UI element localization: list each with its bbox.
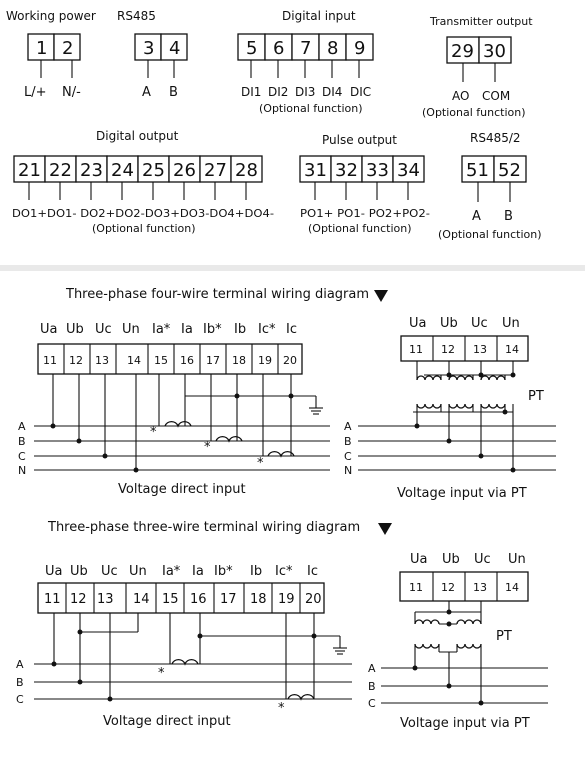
- pt-line-label-a: A: [344, 420, 352, 433]
- transmitter-note: (Optional function): [422, 106, 526, 119]
- pt-line-label-b: B: [344, 435, 352, 448]
- svg-text:Uc: Uc: [474, 552, 491, 567]
- terminal-21: 21: [18, 160, 41, 181]
- terminal-5: 5: [246, 38, 258, 59]
- svg-text:18: 18: [232, 354, 246, 367]
- three-wire-star-c: *: [278, 701, 285, 716]
- svg-text:11: 11: [409, 343, 423, 356]
- label-ao: AO: [452, 89, 470, 103]
- svg-text:19: 19: [278, 592, 295, 607]
- terminal-9: 9: [354, 38, 366, 59]
- svg-text:Ib*: Ib*: [203, 322, 222, 337]
- digital-input-title: Digital input: [282, 9, 356, 23]
- rs485-2-note: (Optional function): [438, 228, 542, 241]
- svg-text:12: 12: [441, 581, 455, 594]
- svg-text:Ua: Ua: [45, 564, 63, 579]
- four-wire-pt-headers: [409, 316, 520, 331]
- four-wire-pt-terminal-strip: [401, 336, 528, 361]
- svg-text:13: 13: [473, 343, 487, 356]
- svg-text:Ia*: Ia*: [162, 564, 181, 579]
- terminal-29: 29: [451, 41, 474, 62]
- rs485-2-title: RS485/2: [470, 131, 521, 145]
- three-wire-line-b: B: [16, 676, 24, 689]
- rs485-title: RS485: [117, 9, 156, 23]
- svg-text:Ub: Ub: [442, 552, 460, 567]
- svg-text:14: 14: [505, 581, 519, 594]
- label-l-plus: L/+: [24, 85, 47, 100]
- three-wire-pt-headers: [410, 552, 526, 567]
- four-wire-direct-terminal-strip: [38, 344, 302, 374]
- svg-text:12: 12: [441, 343, 455, 356]
- terminal-8: 8: [327, 38, 339, 59]
- four-wire-direct-caption: Voltage direct input: [118, 482, 246, 497]
- down-triangle-icon: [378, 523, 392, 535]
- svg-text:Uc: Uc: [101, 564, 118, 579]
- pulse-output-note: (Optional function): [308, 222, 412, 235]
- svg-text:13: 13: [95, 354, 109, 367]
- four-wire-direct-headers: [40, 322, 297, 337]
- label-di2: DI2: [268, 85, 289, 99]
- svg-text:15: 15: [154, 354, 168, 367]
- pt-line-label-n: N: [344, 464, 353, 477]
- svg-text:Un: Un: [508, 552, 526, 567]
- three-wire-direct-terminal-strip: [38, 583, 324, 613]
- svg-text:19: 19: [258, 354, 272, 367]
- terminal-1: 1: [36, 38, 48, 59]
- three-wire-line-a: A: [16, 658, 24, 671]
- terminal-31: 31: [304, 160, 327, 181]
- pulse-output-labels: PO1+ PO1- PO2+PO2-: [300, 207, 431, 220]
- svg-text:Ic: Ic: [307, 564, 318, 579]
- svg-text:16: 16: [180, 354, 194, 367]
- svg-text:Un: Un: [122, 322, 140, 337]
- svg-text:Ib: Ib: [234, 322, 247, 337]
- svg-text:14: 14: [133, 592, 150, 607]
- down-triangle-icon: [374, 290, 388, 302]
- svg-text:13: 13: [473, 581, 487, 594]
- digital-input-terminals: [238, 34, 373, 78]
- rs485-2-label-b: B: [504, 209, 513, 224]
- working-power-terminals: [28, 34, 80, 78]
- svg-text:Un: Un: [502, 316, 520, 331]
- three-wire-direct-headers: [45, 564, 318, 579]
- three-wire-pt-label: PT: [496, 629, 512, 644]
- svg-text:Ub: Ub: [440, 316, 458, 331]
- rs485-label-a: A: [142, 85, 151, 100]
- svg-text:17: 17: [220, 592, 237, 607]
- svg-text:11: 11: [43, 354, 57, 367]
- working-power-title: Working power: [6, 9, 96, 23]
- three-wire-direct-caption: Voltage direct input: [103, 714, 231, 729]
- terminal-4: 4: [169, 38, 181, 59]
- line-label-c: C: [18, 450, 26, 463]
- terminal-7: 7: [300, 38, 312, 59]
- three-wire-pt-line-a: A: [368, 662, 376, 675]
- three-wire-star-a: *: [158, 666, 165, 681]
- label-com: COM: [482, 89, 511, 103]
- pulse-output-title: Pulse output: [322, 133, 397, 147]
- digital-output-labels: DO1+DO1- DO2+DO2-DO3+DO3-DO4+DO4-: [12, 207, 275, 220]
- three-wire-pt-line-c: C: [368, 697, 376, 710]
- digital-output-title: Digital output: [96, 129, 179, 143]
- rs485-terminals: [135, 34, 187, 78]
- digital-output-terminals: [14, 156, 262, 200]
- rs485-2-label-a: A: [472, 209, 481, 224]
- pt-line-label-c: C: [344, 450, 352, 463]
- svg-text:14: 14: [127, 354, 141, 367]
- label-di1: DI1: [241, 85, 262, 99]
- svg-text:14: 14: [505, 343, 519, 356]
- svg-text:15: 15: [162, 592, 179, 607]
- four-wire-pt-wiring: [358, 361, 556, 473]
- svg-text:Ic: Ic: [286, 322, 297, 337]
- terminal-3: 3: [143, 38, 155, 59]
- svg-text:Uc: Uc: [95, 322, 112, 337]
- three-wire-line-c: C: [16, 693, 24, 706]
- three-wire-pt-line-b: B: [368, 680, 376, 693]
- three-wire-direct-wiring: [34, 613, 352, 702]
- terminal-27: 27: [204, 160, 227, 181]
- svg-text:Ia: Ia: [192, 564, 204, 579]
- pulse-output-terminals: [300, 156, 424, 200]
- svg-text:20: 20: [305, 592, 322, 607]
- three-wire-pt-caption: Voltage input via PT: [400, 716, 530, 731]
- terminal-2: 2: [62, 38, 74, 59]
- terminal-6: 6: [273, 38, 285, 59]
- svg-text:18: 18: [250, 592, 267, 607]
- terminal-25: 25: [142, 160, 165, 181]
- terminal-32: 32: [335, 160, 358, 181]
- svg-text:Ib: Ib: [250, 564, 263, 579]
- svg-text:Ua: Ua: [409, 316, 427, 331]
- svg-text:Ic*: Ic*: [275, 564, 293, 579]
- rs485-label-b: B: [169, 85, 178, 100]
- four-wire-title: Three-phase four-wire terminal wiring diagram: [66, 287, 370, 302]
- terminal-30: 30: [483, 41, 506, 62]
- svg-text:Ic*: Ic*: [258, 322, 276, 337]
- label-dic: DIC: [350, 85, 372, 99]
- terminal-34: 34: [397, 160, 420, 181]
- svg-text:12: 12: [70, 592, 87, 607]
- svg-text:Ub: Ub: [70, 564, 88, 579]
- four-wire-pt-caption: Voltage input via PT: [397, 486, 527, 501]
- svg-text:Ia*: Ia*: [152, 322, 171, 337]
- terminal-28: 28: [235, 160, 258, 181]
- svg-text:Uc: Uc: [471, 316, 488, 331]
- rs485-2-terminals: [462, 156, 526, 202]
- terminal-24: 24: [111, 160, 134, 181]
- svg-text:20: 20: [283, 354, 297, 367]
- star-mark-a: *: [150, 425, 157, 440]
- line-label-b: B: [18, 435, 26, 448]
- digital-output-note: (Optional function): [92, 222, 196, 235]
- svg-text:Ia: Ia: [181, 322, 193, 337]
- terminal-22: 22: [49, 160, 72, 181]
- four-wire-pt-label: PT: [528, 389, 544, 404]
- three-wire-pt-terminal-strip: [400, 572, 528, 601]
- svg-text:17: 17: [206, 354, 220, 367]
- terminal-52: 52: [498, 160, 521, 181]
- svg-text:11: 11: [44, 592, 61, 607]
- line-label-a: A: [18, 420, 26, 433]
- svg-text:13: 13: [97, 592, 114, 607]
- three-wire-title: Three-phase three-wire terminal wiring diagram: [48, 520, 361, 535]
- terminal-51: 51: [466, 160, 489, 181]
- svg-text:16: 16: [190, 592, 207, 607]
- svg-text:11: 11: [409, 581, 423, 594]
- svg-text:Un: Un: [129, 564, 147, 579]
- terminal-33: 33: [366, 160, 389, 181]
- transmitter-terminals: [447, 37, 511, 82]
- label-di4: DI4: [322, 85, 343, 99]
- svg-text:Ib*: Ib*: [214, 564, 233, 579]
- digital-input-note: (Optional function): [259, 102, 363, 115]
- three-wire-pt-wiring: [381, 601, 548, 706]
- four-wire-direct-wiring: [34, 374, 330, 473]
- label-n-minus: N/-: [62, 85, 81, 100]
- star-mark-c: *: [257, 456, 264, 471]
- terminal-26: 26: [173, 160, 196, 181]
- svg-text:12: 12: [69, 354, 83, 367]
- svg-text:Ua: Ua: [40, 322, 58, 337]
- svg-text:Ub: Ub: [66, 322, 84, 337]
- svg-text:Ua: Ua: [410, 552, 428, 567]
- label-di3: DI3: [295, 85, 316, 99]
- transmitter-output-title: Transmitter output: [430, 15, 533, 28]
- terminal-23: 23: [80, 160, 103, 181]
- star-mark-b: *: [204, 440, 211, 455]
- line-label-n: N: [18, 464, 27, 477]
